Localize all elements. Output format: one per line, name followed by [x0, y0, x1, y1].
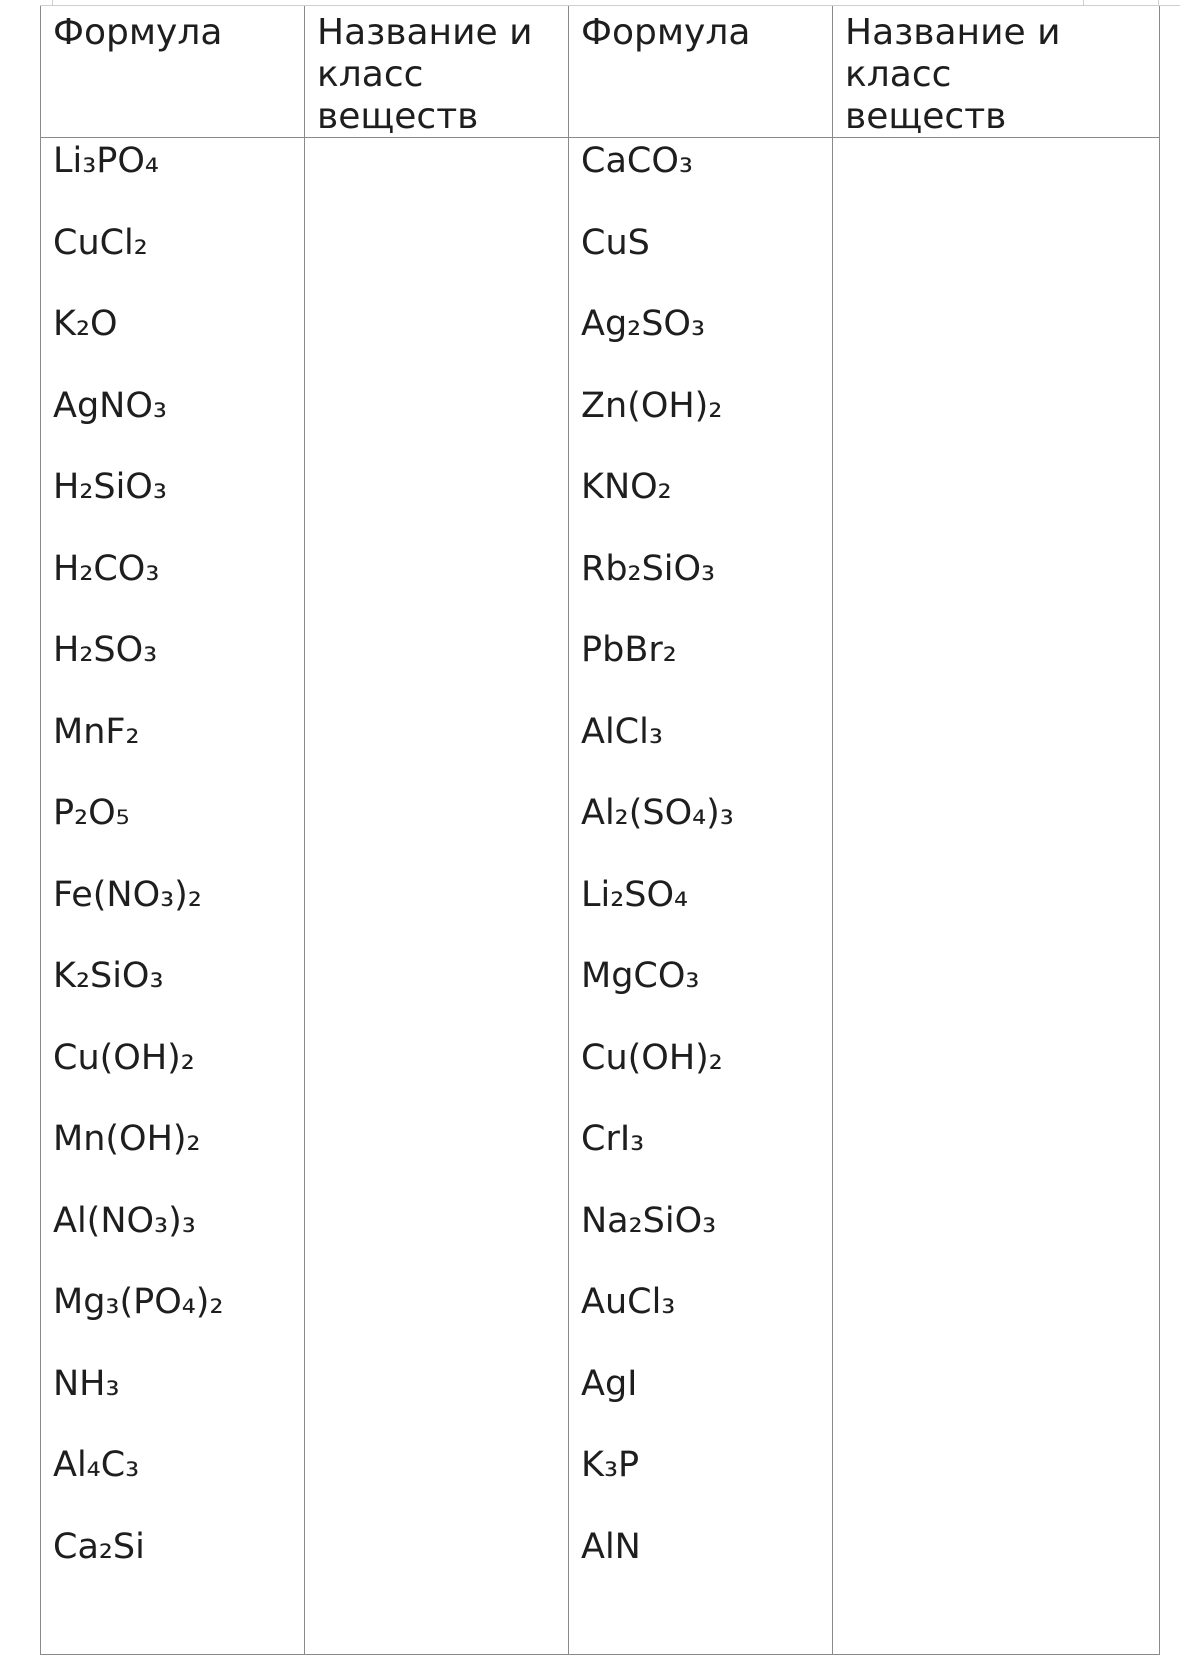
left-formula-cell: H₂CO₃ — [53, 548, 160, 589]
left-formula-cell: Ca₂Si — [53, 1526, 145, 1567]
right-formula-cell: Zn(OH)₂ — [581, 385, 723, 426]
right-formula-cell: CaCO₃ — [581, 141, 693, 181]
left-formula-cell: CuCl₂ — [53, 222, 148, 263]
left-formula-cell: Cu(OH)₂ — [53, 1037, 195, 1078]
right-formula-cell: Rb₂SiO₃ — [581, 548, 716, 589]
left-formula-cell: K₂SiO₃ — [53, 956, 164, 996]
right-formula-cell: PbBr₂ — [581, 630, 677, 670]
right-formula-cell: CuS — [581, 222, 650, 263]
chemistry-table — [40, 6, 1160, 1655]
left-formula-cell: H₂SiO₃ — [53, 467, 167, 507]
right-formula-cell: AlN — [581, 1526, 641, 1567]
right-formula-cell: AgI — [581, 1363, 638, 1404]
right-formula-cell: Cu(OH)₂ — [581, 1037, 723, 1078]
left-formula-cell: MnF₂ — [53, 711, 140, 752]
right-formula-cell: Na₂SiO₃ — [581, 1200, 717, 1241]
header-name-class-right: Название и класс веществ — [845, 12, 1061, 137]
left-formula-cell: H₂SO₃ — [53, 630, 158, 670]
column-divider — [568, 6, 569, 1654]
left-formula-cell: K₂O — [53, 304, 118, 344]
column-divider — [304, 6, 305, 1654]
right-formula-cell: Al₂(SO₄)₃ — [581, 793, 734, 833]
left-formula-cell: Al₄C₃ — [53, 1445, 140, 1485]
left-formula-cell: NH₃ — [53, 1363, 120, 1404]
right-formula-cell: K₃P — [581, 1445, 640, 1485]
right-formula-cell: CrI₃ — [581, 1119, 645, 1159]
right-formula-cell: Ag₂SO₃ — [581, 304, 705, 344]
right-formula-cell: AlCl₃ — [581, 711, 663, 752]
header-formula-left: Формула — [53, 12, 223, 53]
left-formula-cell: Mn(OH)₂ — [53, 1119, 201, 1159]
right-formula-cell: AuCl₃ — [581, 1282, 676, 1322]
header-name-class-left: Название и класс веществ — [317, 12, 533, 137]
left-formula-cell: AgNO₃ — [53, 385, 167, 426]
right-formula-cell: MgCO₃ — [581, 956, 700, 996]
left-formula-cell: Al(NO₃)₃ — [53, 1200, 196, 1241]
right-formula-cell: Li₂SO₄ — [581, 874, 689, 915]
left-formula-cell: Li₃PO₄ — [53, 141, 159, 181]
left-formula-cell: Mg₃(PO₄)₂ — [53, 1282, 224, 1322]
left-formula-cell: P₂O₅ — [53, 793, 130, 833]
left-formula-cell: Fe(NO₃)₂ — [53, 874, 202, 915]
header-formula-right: Формула — [581, 12, 751, 53]
column-divider — [832, 6, 833, 1654]
right-formula-cell: KNO₂ — [581, 467, 672, 507]
